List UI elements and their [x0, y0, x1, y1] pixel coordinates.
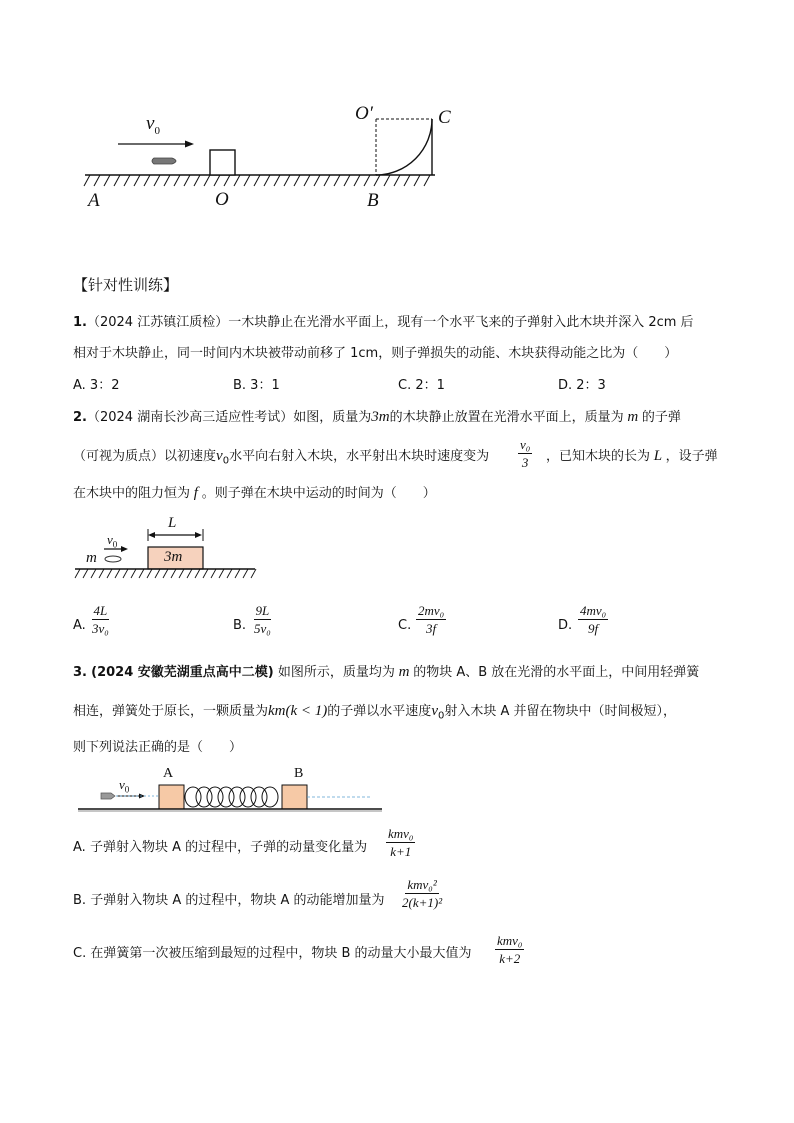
q3-block-b: [282, 785, 307, 809]
q2-block-label: 3m: [164, 549, 183, 565]
velocity-label: $v_0$: [146, 113, 160, 137]
q3-option-c-fraction: kmv₀ k+2: [497, 933, 523, 966]
q3-spring: [185, 787, 278, 807]
q3-option-c[interactable]: C. 在弹簧第一次被压缩到最短的过程中，物块 B 的动量大小最大值为: [73, 946, 472, 961]
q2-option-d[interactable]: $\frac{\text{4mv₀}}{9f}$: [580, 603, 607, 636]
q3-block-b-label: B: [294, 766, 304, 781]
q3-option-a[interactable]: A. 子弹射入物块 A 的过程中，子弹的动量变化量为: [73, 840, 368, 855]
q2-mass-label: m: [86, 550, 97, 566]
q2-velocity-fraction: $\frac{\text{v₀}}{3}$: [520, 437, 531, 470]
q2-option-b[interactable]: $\frac{9L}{\text{5v₀}}$: [254, 603, 271, 636]
question-2-line-3: 在木块中的阻力恒为 f 。则子弹在木块中运动的时间为（ ）: [73, 485, 436, 501]
option-d[interactable]: D. 2：3: [558, 378, 606, 393]
q3-bullet: [101, 793, 115, 799]
q2-length-label: L: [168, 515, 177, 531]
point-o-label: O: [215, 189, 229, 210]
q3-block-a-label: A: [163, 766, 174, 781]
q2-option-c-label[interactable]: C.: [398, 618, 412, 633]
q2-option-c[interactable]: $\frac{\text{2mv₀}}{3f}$: [418, 603, 445, 636]
q3-block-a: [159, 785, 184, 809]
q3-option-b[interactable]: B. 子弹射入物块 A 的过程中，物块 A 的动能增加量为: [73, 893, 385, 908]
question-3-line-3: 则下列说法正确的是（ ）: [73, 740, 243, 755]
point-oprime-label: O′: [355, 103, 373, 124]
q3-option-a-fraction: kmv₀ k+1: [388, 826, 414, 859]
question-2-line-1: 2.（2024 湖南长沙高三适应性考试）如图，质量为3m的木块静止放置在光滑水平面上，质量为 m 的子弹: [73, 409, 681, 425]
q2-option-a[interactable]: $\frac{4L}{\text{3v₀}}$: [92, 603, 109, 636]
option-c[interactable]: C. 2：1: [398, 378, 445, 393]
question-2-line-2-cont: ，已知木块的长为 L ，设子弹: [546, 448, 718, 464]
q2-velocity-label: $v_0$: [107, 532, 118, 550]
point-c-label: C: [438, 107, 451, 128]
question-3-line-2: 相连，弹簧处于原长，一颗质量为km(k < 1)的子弹以水平速度$v_0$射入木块 A 并留在物块中（时间极短），: [73, 703, 677, 722]
q2-option-a-label[interactable]: A.: [73, 618, 86, 633]
section-title: 【针对性训练】: [73, 276, 179, 294]
question-1-line-1: 1.（2024 江苏镇江质检）一木块静止在光滑水平面上，现有一个水平飞来的子弹射入此木块并深入 2cm 后: [73, 315, 694, 330]
option-a[interactable]: A. 3：2: [73, 378, 120, 393]
point-b-label: B: [367, 190, 379, 211]
option-b[interactable]: B. 3：1: [233, 378, 280, 393]
question-2-line-2: （可视为质点）以初速度$v_0$水平向右射入木块，水平射出木块时速度变为: [73, 448, 490, 467]
point-a-label: A: [88, 190, 100, 211]
q2-option-b-label[interactable]: B.: [233, 618, 247, 633]
q3-option-b-fraction: kmv₀² 2(k+1)²: [402, 877, 443, 910]
q2-option-d-label[interactable]: D.: [558, 618, 573, 633]
q3-velocity-label: $v_0$: [119, 777, 130, 795]
question-1-line-2: 相对于木块静止，同一时间内木块被带动前移了 1cm，则子弹损失的动能、木块获得动能之比为（ ）: [73, 346, 678, 361]
question-3-line-1: 3. (2024 安徽芜湖重点高中二模) 如图所示，质量均为 m 的物块 A、B 放在光滑的水平面上，中间用轻弹簧: [73, 664, 700, 680]
